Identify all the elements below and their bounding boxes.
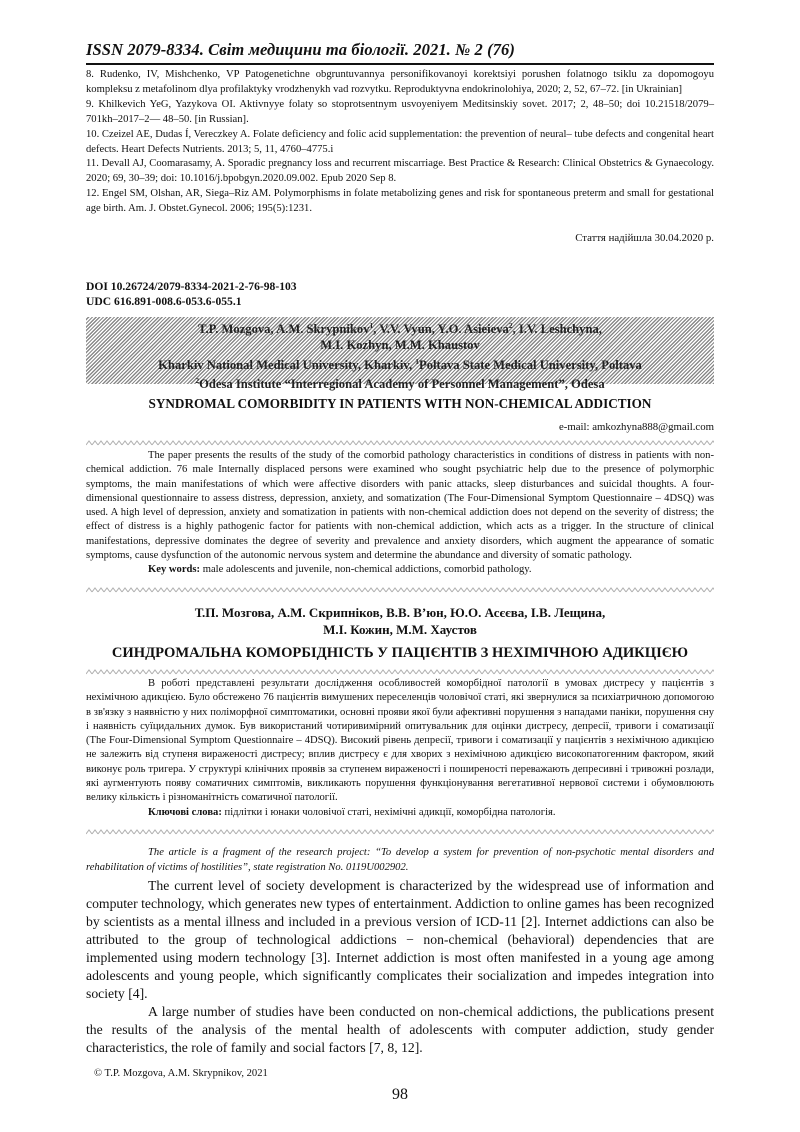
- received-date: Стаття надійшла 30.04.2020 р.: [575, 232, 714, 244]
- keywords-text: підлітки і юнаки чоловічої статі, нехімічні адикції, коморбідна патологія.: [221, 806, 556, 818]
- wavy-divider: [86, 829, 714, 835]
- article-title-ua: СИНДРОМАЛЬНА КОМОРБІДНІСТЬ У ПАЦІЄНТІВ З НЕХІМІЧНОЮ АДИКЦІЄЮ: [111, 645, 689, 661]
- affiliation-mark: 1: [415, 356, 420, 366]
- wavy-divider: [86, 587, 714, 593]
- affiliation-text: Poltava State Medical University, Poltava: [419, 357, 642, 372]
- affiliation-text: Kharkiv National Medical University, Kharkiv,: [158, 357, 416, 372]
- reference-item: 8. Rudenko, IV, Mishchenko, VP Patogenetichne obgruntuvannya personifikovanoyi korektsiyi porushen folatnogo tsiklu za dopomogoyu kompleksu z metafolinom dlya profilaktyky vrodzhenykh vad rozvytku. Reproduktyvna endokrinolohiya, 2020; 2, 52, 67–72. [in Ukrainian]: [86, 69, 714, 95]
- body-paragraph: The current level of society development is characterized by the widespread use of information and computer technology, which generates new types of entertainment. Addiction to online games has been recognized by scientists as a mental illness and included in a previous version of ICD-11 [2]. Internet addictions can also be attributed to the group of technological addictions − non-chemical (behavioral) dependencies that are implemented using modern technology [3]. Internet addiction is most often manifested in a young age among adolescents and young people, which significantly complicates their socialization and impedes integration into society [4].: [86, 878, 714, 1001]
- affiliation-mark: 1: [369, 321, 374, 330]
- wavy-divider: [86, 440, 714, 446]
- reference-item: 10. Czeizel AE, Dudas Í, Vereczkey A. Folate deficiency and folic acid supplementation: the prevention of neural– tube defects and congenital heart defects. Heart Defects Nutrients. 2013; 5, 11, 4760–4775.i: [86, 128, 714, 155]
- affiliation-text: Odesa Institute “Interregional Academy of Personnel Management”, Odesa: [199, 377, 605, 392]
- reference-item: 9. Khilkevich YeG, Yazykova OI. Aktivnyye folaty so stoprotsentnym usvoyeniyem Meditsinskiy sovet. 2017; 2, 48–50; doi 10.21518/2079–701kh–2017–2— 48–50. [in Russian].: [86, 98, 714, 125]
- body-paragraph: A large number of studies have been conducted on non-chemical addictions, the publications present the results of the analysis of the mental health of adolescents with computer addiction, study gender characteristics, the role of family and social factors [7, 8, 12].: [86, 1004, 714, 1055]
- authors-ua: [86, 604, 714, 638]
- reference-item: 12. Engel SM, Olshan, AR, Siega–Riz AM. Polymorphisms in folate metabolizing genes and risk for spontaneous preterm and small for gestational age birth. Am. J. Obstet.Gynecol. 2006; 195(5):1231.: [86, 188, 714, 215]
- keywords-text: male adolescents and juvenile, non-chemical addictions, comorbid pathology.: [200, 564, 532, 576]
- wavy-divider: [86, 669, 714, 675]
- funding-text: The article is a fragment of the research project: “To develop a system for prevention of non-psychotic mental disorders and rehabilitation of victims of hostilities”, state registration No. 0119U002902.: [86, 847, 714, 873]
- abstract-text: В роботі представлені результати дослідження особливостей коморбідної патології в умовах дистресу у пацієнтів з нехімічною адикцією. Було обстежено 76 пацієнтів вимушених переселенців чоловічої статі, які звернулися за психіатричною допомогою в зв'язку з наявністю у них поліморфної симптоматики, основні прояви якої були афективні порушення з нападами паніки, порушення сну і наявність суїцидальних думок. Був використаний чотиривимірний опитувальник для оцінки дистресу, депресії, тривоги і соматизації (The Four-Dimensional Symptom Questionnaire – 4DSQ). Високий рівень депресії, тривоги і соматизації у пацієнтів з нехімічною адикцією не залежить від ступеня вираженості дистресу; вплив дистресу є для хворих з нехімічною адикцією високопатогенним фактором, який виконує роль тригера. У структурі клінічних проявів за ступенем вираженості і поширеності переважають депресивні і тривожні розлади, які аугментують появу соматичних симптомів, викликають порушення функціонування вегетативної нервової системи і обумовлюють велику кількість і різноманітність соматичної патології.: [86, 678, 714, 804]
- authors-line: M.I. Kozhyn, M.M. Khaustov: [320, 338, 480, 353]
- reference-item: 11. Devall AJ, Coomarasamy, A. Sporadic pregnancy loss and recurrent miscarriage. Best Practice & Research: Clinical Obstetrics & Gynaecology. 2020; 69, 30–39; doi: 10.1016/j.bpobgyn.2020.09.002. Epub 2020 Sep 8.: [86, 158, 714, 185]
- authors-text: , V.V. Vyun, Y.O. Asieieva: [373, 322, 509, 337]
- doi-block: [86, 280, 297, 309]
- authors-line: [86, 318, 714, 337]
- affiliation-mark: 2: [195, 375, 200, 385]
- authors-text: T.P. Mozgova, A.M. Skrypnikov: [198, 322, 370, 337]
- reference-list: [86, 68, 714, 217]
- authors-text: , I.V. Leshchyna,: [512, 322, 602, 337]
- contact-email[interactable]: e-mail: amkozhyna888@gmail.com: [558, 421, 714, 433]
- keywords-ua: [86, 806, 714, 820]
- authors-affiliations-box: [86, 317, 714, 392]
- keywords-label: Ключові слова:: [148, 806, 222, 818]
- funding-note: [86, 845, 714, 875]
- copyright: © T.P. Mozgova, A.M. Skrypnikov, 2021: [94, 1068, 268, 1079]
- keywords-label: Key words:: [148, 564, 201, 576]
- udc: UDC 616.891-008.6-053.6-055.1: [86, 294, 242, 308]
- keywords-en: [86, 563, 714, 577]
- affiliation-line: [86, 354, 714, 373]
- authors-line: М.І. Кожин, М.М. Хаустов: [323, 622, 477, 637]
- body-text: [86, 877, 714, 1057]
- article-title-en: SYNDROMAL COMORBIDITY IN PATIENTS WITH NON-CHEMICAL ADDICTION: [148, 396, 652, 411]
- affiliation-mark: 2: [508, 321, 513, 330]
- affiliation-line: [86, 373, 714, 392]
- authors-line: Т.П. Мозгова, А.М. Скрипніков, В.В. В’юн, Ю.О. Асєєва, І.В. Лещина,: [194, 605, 606, 620]
- abstract-en: [86, 449, 714, 578]
- doi: DOI 10.26724/2079-8334-2021-2-76-98-103: [86, 280, 297, 293]
- page-number: 98: [392, 1086, 408, 1103]
- abstract-text: The paper presents the results of the study of the comorbid pathology characteristics in conditions of distress in patients with non-chemical addiction. 76 male Internally displaced persons were examined who sought psychiatric help due to the presence of polymorphic symptoms, the main manifestations of which were affective disorders with panic attacks, sleep disturbances and suicidal thoughts. A four-dimensional questionnaire to assess distress, depression, anxiety, and somatization (The Four-Dimensional Symptom Questionnaire – 4DSQ) was used. A high level of depression, anxiety and somatization in patients with non-chemical addiction does not depend on the severity of distress; the effect of distress is a highly pathogenic factor for patients with non-chemical addiction, which acts as a trigger. In the structure of clinical manifestations, depressive dominates the degree of severity and prevalence and anxiety disorders, which augment the appearance of somatic symptoms, cause dysfunction of the autonomic nervous system and determine the abundance and diversity of somatic pathology.: [86, 450, 714, 562]
- journal-header: ISSN 2079-8334. Світ медицини та біології. 2021. № 2 (76): [86, 40, 714, 65]
- abstract-ua: [86, 677, 714, 820]
